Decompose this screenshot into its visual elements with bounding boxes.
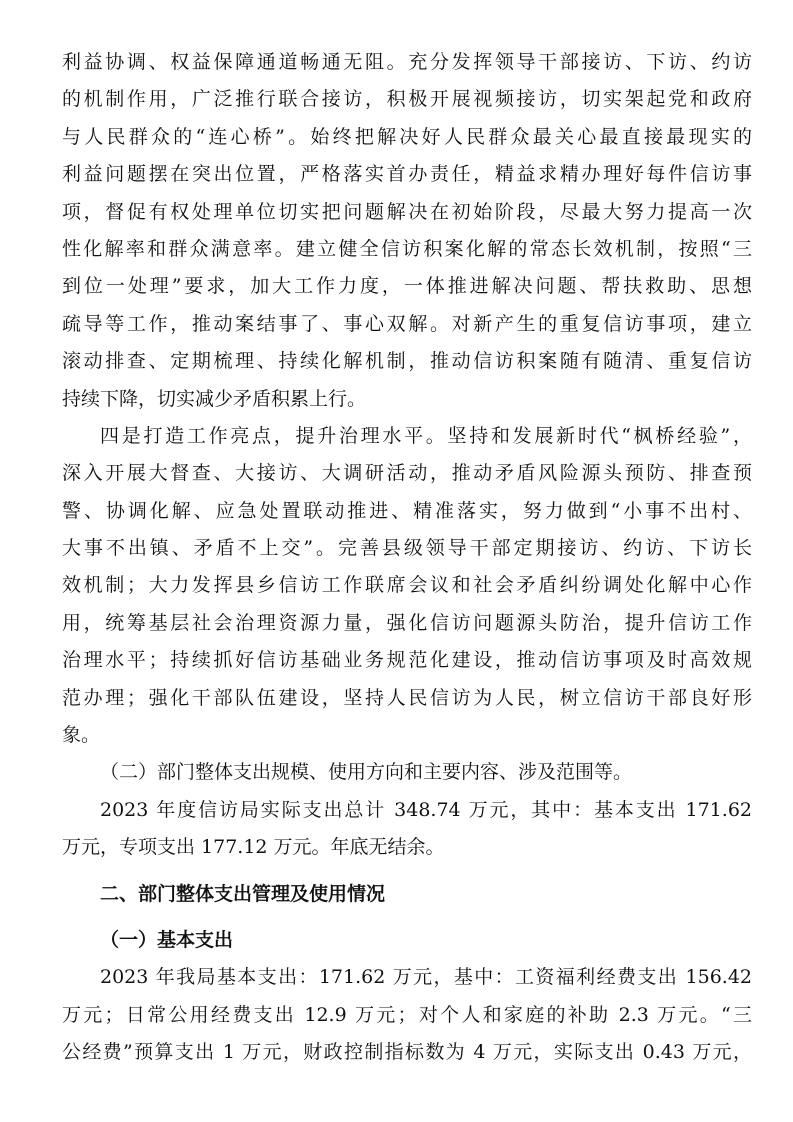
paragraph-1 [62,44,752,418]
text-line: 四是打造工作亮点，提升治理水平。坚持和发展新时代“枫桥经验”， [100,424,752,447]
text-line: 万元，专项支出 177.12 万元。年底无结余。 [62,836,445,859]
text-line: 持续下降，切实减少矛盾积累上行。 [62,387,367,410]
text-line: 疏导等工作，推动案结事了、事心双解。对新产生的重复信访事项，建立 [62,312,752,335]
paragraph-5 [62,959,752,1071]
text-line: 2023 年我局基本支出：171.62 万元，基中：工资福利经费支出 156.42 [100,966,752,989]
section-heading: 二、部门整体支出管理及使用情况 [100,882,386,905]
text-line: 警、协调化解、应急处置联动推进、精准落实，努力做到“小事不出村、 [62,499,752,522]
paragraph-2 [62,418,752,755]
text-line: 性化解率和群众满意率。建立健全信访积案化解的常态长效机制，按照“三 [62,237,752,260]
text-line: 效机制；大力发挥县乡信访工作联席会议和社会矛盾纠纷调处化解中心作 [62,574,752,597]
document-page [62,44,752,1072]
text-line: 万元；日常公用经费支出 12.9 万元；对个人和家庭的补助 2.3 万元。“三 [62,1003,752,1026]
text-line: 治理水平；持续抓好信访基础业务规范化建设，推动信访事项及时高效规 [62,649,752,672]
text-line: 深入开展大督查、大接访、大调研活动，推动矛盾风险源头预防、排查预 [62,462,752,485]
text-line: 公经费”预算支出 1 万元，财政控制指标数为 4 万元，实际支出 0.43 万元， [62,1041,752,1064]
text-line: 与人民群众的“连心桥”。始终把解决好人民群众最关心最直接最现实的 [62,125,752,148]
text-line: 到位一处理”要求，加大工作力度，一体推进解决问题、帮扶救助、思想 [62,275,752,298]
text-line: 利益协调、权益保障通道畅通无阻。充分发挥领导干部接访、下访、约访 [62,51,752,73]
text-line: （二）部门整体支出规模、使用方向和主要内容、涉及范围等。 [100,761,633,784]
subsection-heading: （一）基本支出 [100,928,234,951]
text-line: 范办理；强化干部队伍建设，坚持人民信访为人民，树立信访干部良好形 [62,686,752,709]
text-line: 2023 年度信访局实际支出总计 348.74 万元，其中：基本支出 171.62 [100,798,752,821]
paragraph-4 [62,792,752,867]
text-line: 项，督促有权处理单位切实把问题解决在初始阶段，尽最大努力提高一次 [62,200,752,223]
text-line: 大事不出镇、矛盾不上交”。完善县级领导干部定期接访、约访、下访长 [62,537,752,560]
text-line: 滚动排查、定期梳理、持续化解机制，推动信访积案随有随清、重复信访 [62,350,752,373]
text-line: 利益问题摆在突出位置，严格落实首办责任，精益求精办理好每件信访事 [62,163,752,186]
paragraph-3 [62,754,752,791]
text-line: 象。 [62,724,101,747]
text-line: 用，统筹基层社会治理资源力量，强化信访问题源头防治，提升信访工作 [62,611,752,634]
text-line: 的机制作用，广泛推行联合接访，积极开展视频接访，切实架起党和政府 [62,88,752,111]
